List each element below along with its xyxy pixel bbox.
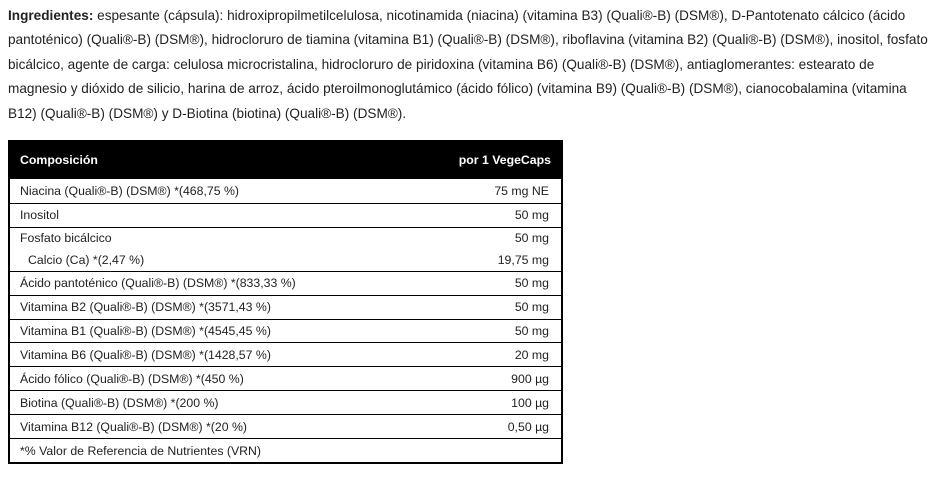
row-label: Ácido pantoténico (Quali®-B) (DSM®) *(833,33 %): [20, 276, 296, 291]
row-value: 50 mg: [514, 208, 549, 223]
row-label: Ácido fólico (Quali®-B) (DSM®) *(450 %): [20, 371, 244, 386]
row-label: Niacina (Quali®-B) (DSM®) *(468,75 %): [20, 183, 240, 198]
table-row: [10, 271, 561, 295]
row-value: 0,50 µg: [507, 419, 549, 434]
table-row-sub: [10, 249, 561, 271]
header-per-serving: por 1 VegeCaps: [458, 153, 551, 167]
row-label: Vitamina B6 (Quali®-B) (DSM®) *(1428,57 %): [20, 347, 271, 362]
header-composition: Composición: [20, 153, 98, 167]
table-row: [10, 366, 561, 390]
table-row: [10, 179, 561, 203]
row-label: Fosfato bicálcico: [20, 231, 112, 246]
table-footer: [10, 438, 561, 462]
row-value: 900 µg: [511, 371, 549, 386]
row-value: 50 mg: [514, 300, 549, 315]
table-row: [10, 342, 561, 366]
table-row: [10, 414, 561, 438]
row-label: Inositol: [20, 208, 59, 223]
row-value: 100 µg: [511, 395, 549, 410]
footer-note: *% Valor de Referencia de Nutrientes (VRN): [20, 443, 262, 458]
row-label: Biotina (Quali®-B) (DSM®) *(200 %): [20, 395, 219, 410]
table-row: [10, 319, 561, 343]
table-row: [10, 295, 561, 319]
row-value: 19,75 mg: [497, 252, 549, 267]
row-value: 50 mg: [514, 276, 549, 291]
row-label: Vitamina B2 (Quali®-B) (DSM®) *(3571,43 %): [20, 300, 271, 315]
row-value: 50 mg: [514, 231, 549, 246]
table-row: [10, 203, 561, 227]
table-header: [10, 142, 561, 179]
table-row: [10, 390, 561, 414]
table-row: [10, 227, 561, 249]
table-body: [10, 179, 561, 438]
row-label: Vitamina B12 (Quali®-B) (DSM®) *(20 %): [20, 419, 247, 434]
ingredients-text: espesante (cápsula): hidroxipropilmetilcelulosa, nicotinamida (niacina) (vitamina B3) (Quali®-B) (DSM®), D-Pantotenato cálcico (ácido pantoténico) (Quali®-B) (DSM®), hidrocloruro de tiamina (vitamina B1) (Quali®-B) (DSM®), riboflavina (vitamina B2) (Quali®-B) (DSM®), inositol, fosfato bicálcico, agente de carga: celulosa microcristalina, hidrocloruro de piridoxina (vitamina B6) (Quali®-B) (DSM®), antiaglomerantes: estearato de magnesio y dióxido de silicio, harina de arroz, ácido pteroilmonoglutámico (ácido fólico) (vitamina B9) (Quali®-B) (DSM®), cianocobalamina (vitamina B12) (Quali®-B) (DSM®) y D-Biotina (biotina) (Quali®-B) (DSM®).: [8, 8, 928, 121]
row-value: 50 mg: [514, 324, 549, 338]
row-label: Calcio (Ca) *(2,47 %): [28, 252, 145, 267]
nutrition-table: [8, 140, 563, 464]
row-value: 20 mg: [514, 347, 549, 362]
row-label: Vitamina B1 (Quali®-B) (DSM®) *(4545,45 %): [20, 324, 271, 338]
ingredients-paragraph: [8, 4, 930, 126]
row-value: 75 mg NE: [494, 183, 549, 198]
ingredients-label: Ingredientes:: [8, 8, 94, 23]
